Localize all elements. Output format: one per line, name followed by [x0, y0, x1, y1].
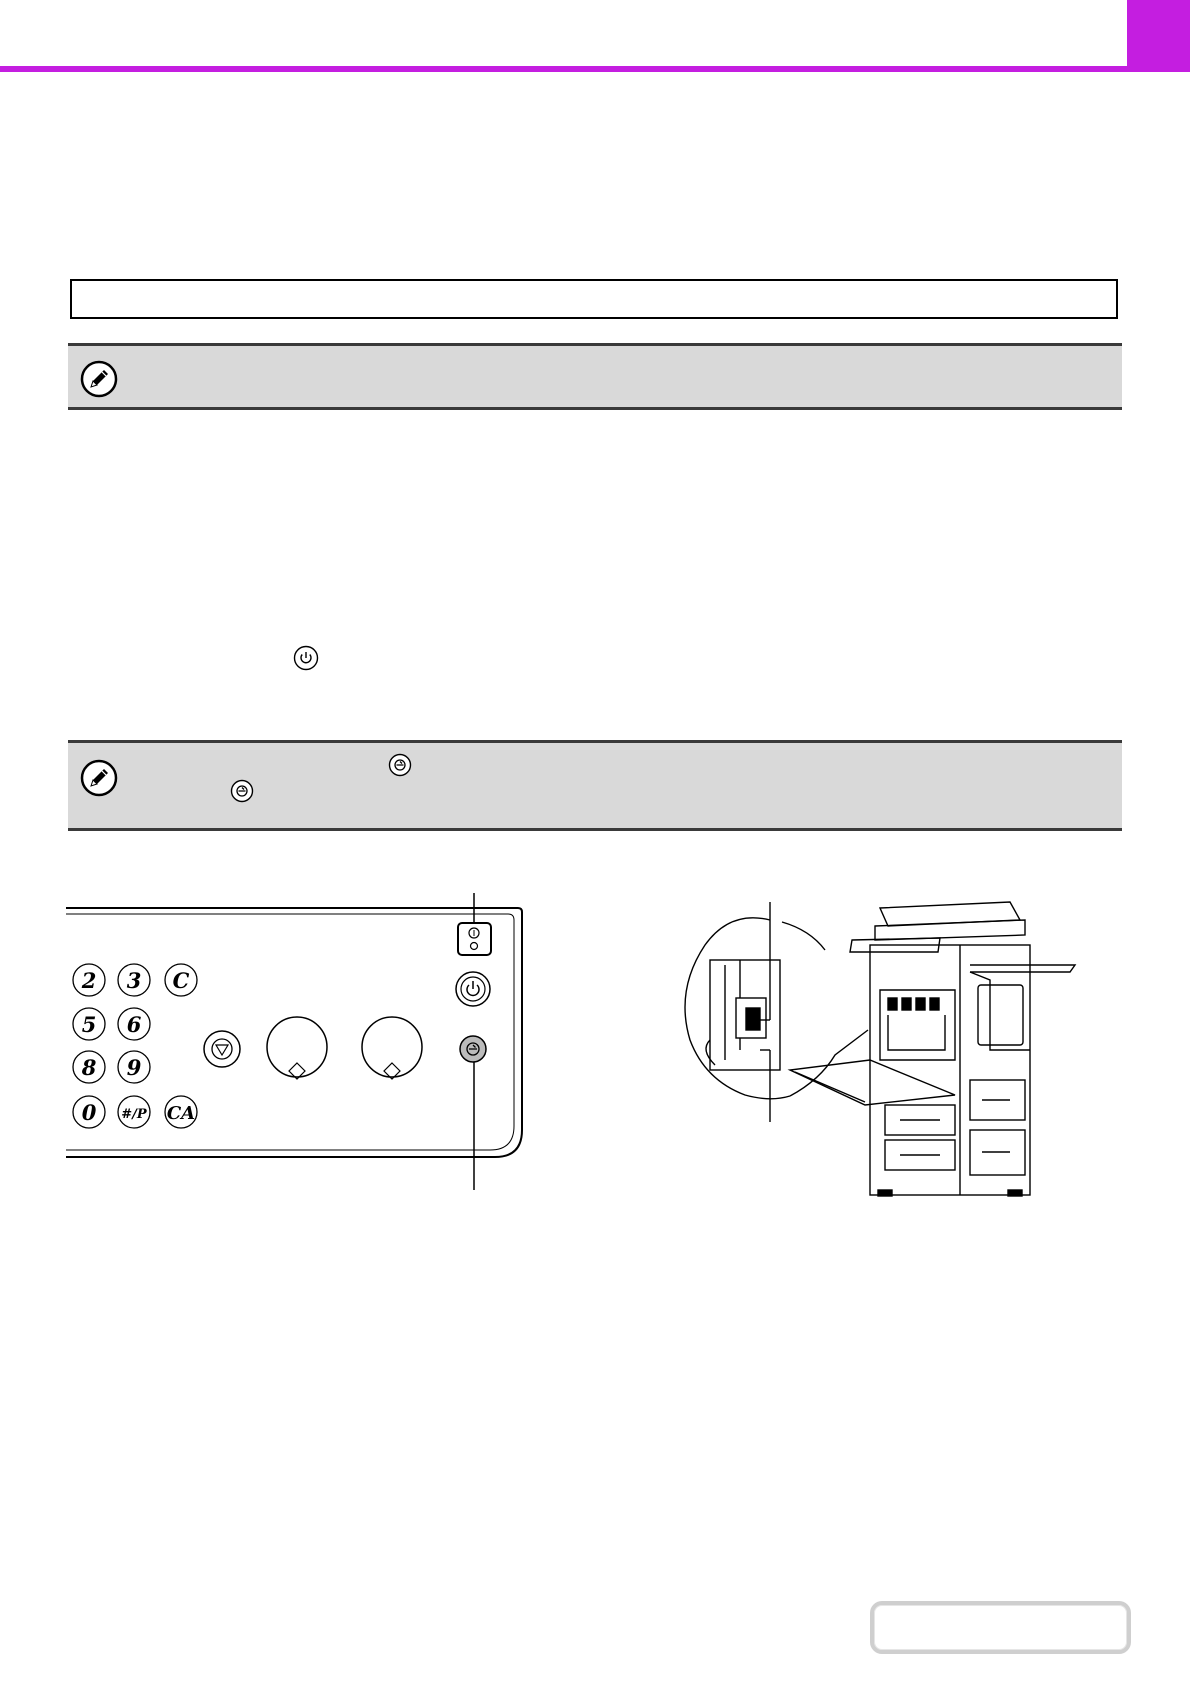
power-save-icon	[388, 753, 412, 777]
power-save-icon	[460, 1036, 486, 1062]
header-accent-line	[0, 66, 1127, 72]
start-icon	[267, 1017, 327, 1079]
key-label: 8	[81, 1055, 97, 1080]
key-label: 3	[126, 968, 142, 993]
key-label: 9	[126, 1055, 142, 1080]
key-label: 0	[81, 1100, 97, 1125]
key-label: C	[172, 968, 190, 993]
stop-icon	[204, 1031, 240, 1067]
start-icon	[362, 1017, 422, 1079]
power-icon	[293, 645, 319, 671]
key-label: #/P	[121, 1107, 147, 1122]
machine-figure	[670, 890, 1090, 1200]
warning-box	[70, 279, 1118, 319]
pencil-icon	[80, 759, 118, 797]
pencil-icon	[80, 360, 118, 398]
status-lamp-icon	[458, 923, 491, 955]
control-panel-figure	[62, 890, 532, 1195]
key-label: CA	[166, 1103, 196, 1124]
key-label: 6	[126, 1012, 142, 1037]
power-icon	[456, 972, 490, 1006]
contents-button[interactable]	[870, 1601, 1131, 1654]
key-label: 5	[81, 1012, 97, 1037]
header-accent-tab	[1127, 0, 1190, 72]
power-save-icon	[230, 779, 254, 803]
note-bar-1	[68, 343, 1122, 410]
note-bar-2	[68, 740, 1122, 831]
key-label: 2	[81, 968, 97, 993]
